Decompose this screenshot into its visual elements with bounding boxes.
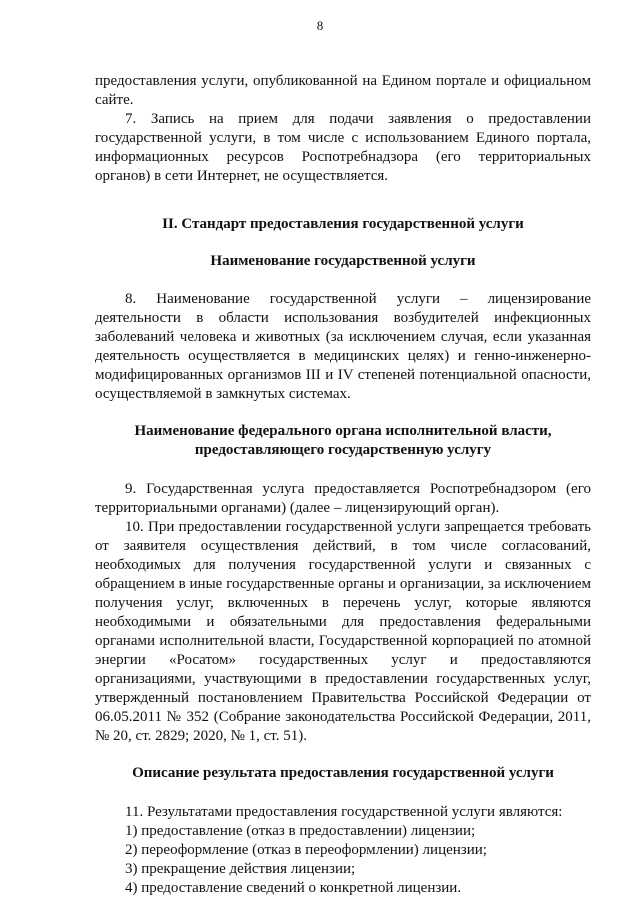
paragraph-9: 9. Государственная услуга предоставляется Роспотребнадзором (его территориальными органами) (далее – лицензирующий орган). xyxy=(95,481,591,516)
document-body xyxy=(95,72,591,898)
result-item: 2) переоформление (отказ в переоформлении) лицензии; xyxy=(125,842,487,858)
subheading-service-name: Наименование государственной услуги xyxy=(210,253,476,269)
result-item: 4) предоставление сведений о конкретной лицензии. xyxy=(125,880,462,896)
page-number: 8 xyxy=(316,18,324,33)
section-heading: II. Стандарт предоставления государственной услуги xyxy=(162,216,524,232)
subheading-organ xyxy=(95,422,591,460)
paragraph-11-intro: 11. Результатами предоставления государственной услуги являются: xyxy=(125,804,563,820)
subheading-result: Описание результата предоставления государственной услуги xyxy=(132,765,554,781)
paragraph-7: 7. Запись на прием для подачи заявления о предоставлении государственной услуги, в том числе с использованием Единого портала, информационных ресурсов Роспотребнадзора (его территориальных органов) в сети Интернет, не осуществляется. xyxy=(95,111,591,184)
paragraph-10: 10. При предоставлении государственной услуги запрещается требовать от заявителя осуществления действий, в том числе согласований, необходимых для получения государственной услуги и связанных с обращением в иные государственные органы и организации, за исключением получения услуг, включенных в перечень услуг, которые являются необходимыми и обязательными для предоставления федеральными органами исполнительной власти, Государственной корпорацией по атомной энергии «Росатом» государственных услуг и предоставляются организациями, участвующими в предоставлении государственных услуг, утвержденный постановлением Правительства Российской Федерации от 06.05.2011 № 352 (Собрание законодательства Российской Федерации, 2011, № 20, ст. 2829; 2020, № 1, ст. 51). xyxy=(95,519,591,744)
result-item: 3) прекращение действия лицензии; xyxy=(125,861,356,877)
paragraph-continuation: предоставления услуги, опубликованной на Едином портале и официальном сайте. xyxy=(95,73,591,108)
result-item: 1) предоставление (отказ в предоставлении) лицензии; xyxy=(125,823,476,839)
paragraph-8: 8. Наименование государственной услуги – лицензирование деятельности в области использования возбудителей инфекционных заболеваний человека и животных (за исключением случая, если указанная деятельность осуществляется в медицинских целях) и генно-инженерно-модифицированных организмов III и IV степеней потенциальной опасности, осуществляемой в замкнутых системах. xyxy=(95,291,591,402)
subheading-organ-line-1: Наименование федерального органа исполнительной власти, xyxy=(134,423,552,439)
subheading-organ-line-2: предоставляющего государственную услугу xyxy=(194,442,492,458)
